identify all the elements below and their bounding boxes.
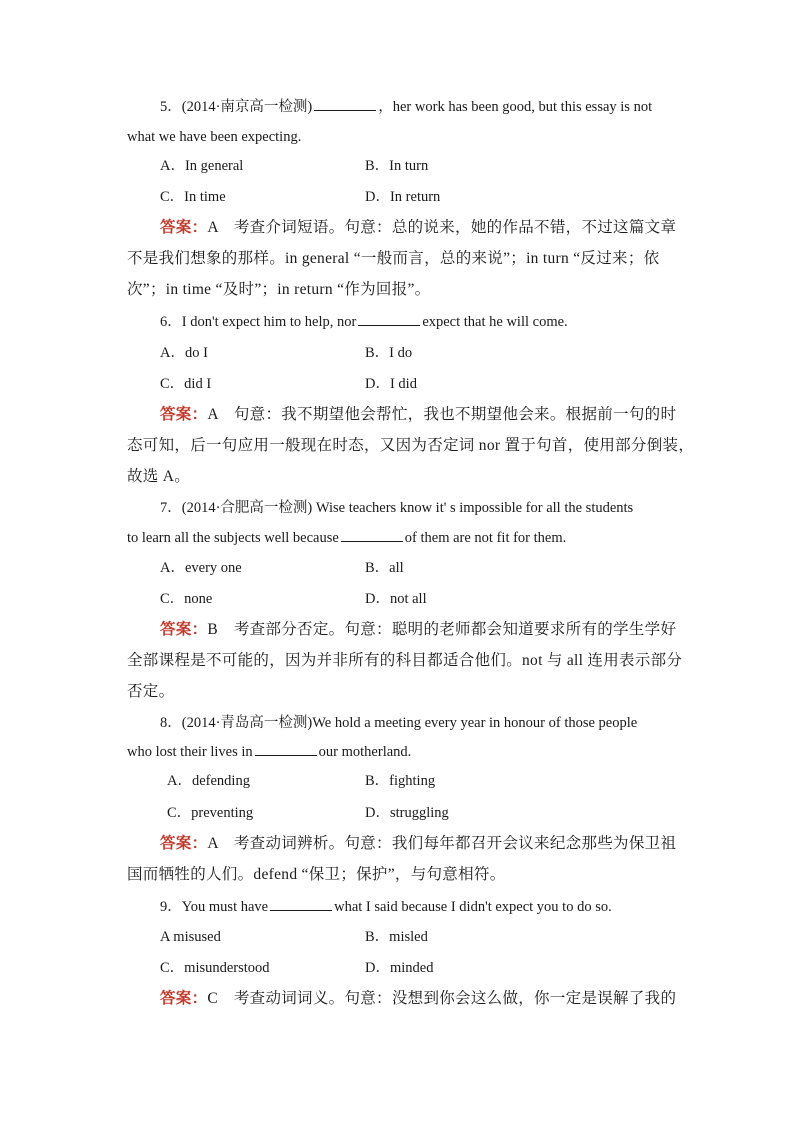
q6-answer-text1: A 句意：我不期望他会帮忙，我也不期望他会来。根据前一句的时 [207,406,677,423]
q7-stem-line1: 7．(2014·合肥高一检测) Wise teachers know it' s impossible for all the students [160,500,634,516]
q5-stem-line1 [160,95,680,119]
q5-answer-line1 [160,216,680,240]
q6-option-b: B．I do [365,345,413,361]
q5-stem-line2: what we have been expecting. [127,129,302,145]
q8-option-a: A．defending [167,773,250,789]
q5-blank [314,96,376,111]
q8-stem-line1: 8．(2014·青岛高一检测)We hold a meeting every year in honour of those people [160,715,638,731]
q8-before-blank: who lost their lives in [127,744,253,760]
answer-label: 答案： [160,219,208,236]
q5-option-b: B．In turn [365,158,429,174]
q9-after-blank: what I said because I didn't expect you to do so. [334,899,612,915]
q7-stem-line2 [127,526,680,550]
q6-option-c: C．did I [160,376,212,392]
q8-answer-line2: 国而牺牲的人们。defend “保卫；保护”，与句意相符。 [127,866,506,883]
q9-answer-text1: C 考查动词词义。句意：没想到你会这么做，你一定是误解了我的 [207,990,677,1007]
q9-option-a: A misused [160,929,221,945]
answer-label: 答案： [160,990,208,1007]
q7-option-d: D．not all [365,591,427,607]
q8-answer-line1 [160,832,680,856]
q6-answer-line1 [160,403,680,427]
q5-answer-line3: 次”；in time “及时”；in return “作为回报”。 [127,281,431,298]
q8-blank [255,741,317,756]
q9-stem [160,895,680,919]
q8-stem-line2 [127,740,680,764]
q8-option-d: D．struggling [365,805,449,821]
q5-option-d: D．In return [365,189,441,205]
q6-option-a: A．do I [160,345,208,361]
q5-option-a: A．In general [160,158,244,174]
q5-option-c: C．In time [160,189,226,205]
q7-option-b: B．all [365,560,404,576]
q7-after-blank: of them are not fit for them. [404,530,567,546]
q9-answer-line1 [160,987,680,1011]
q9-option-b: B．misled [365,929,428,945]
q7-option-a: A．every one [160,560,242,576]
q7-answer-line2: 全部课程是不可能的，因为并非所有的科目都适合他们。not 与 all 连用表示部分 [127,652,683,669]
q5-answer-line2: 不是我们想象的那样。in general “一般而言，总的来说”；in turn “反过来；依 [127,250,660,267]
answer-label: 答案： [160,621,208,638]
q7-answer-text1: B 考查部分否定。句意：聪明的老师都会知道要求所有的学生学好 [207,621,677,638]
q7-before-blank: to learn all the subjects well because [127,530,339,546]
q9-blank [270,896,332,911]
q5-lead: 5．(2014·南京高一检测) [160,99,313,115]
q8-option-c: C．preventing [167,805,254,821]
q6-option-d: D．I did [365,376,417,392]
q7-option-c: C．none [160,591,213,607]
q6-stem [160,310,680,334]
q6-answer-line3: 故选 A。 [127,468,191,485]
q7-blank [341,527,403,542]
q6-after-blank: expect that he will come. [422,314,568,330]
q9-option-d: D．minded [365,960,434,976]
q6-answer-line2: 态可知，后一句应用一般现在时态，又因为否定词 nor 置于句首，使用部分倒装， [127,437,695,454]
q5-answer-text1: A 考查介词短语。句意：总的说来，她的作品不错，不过这篇文章 [207,219,677,236]
q9-option-c: C．misunderstood [160,960,270,976]
q5-after-blank: ，her work has been good, but this essay is not [378,99,653,115]
q8-answer-text1: A 考查动词辨析。句意：我们每年都召开会议来纪念那些为保卫祖 [207,835,677,852]
answer-label: 答案： [160,406,208,423]
q7-answer-line3: 否定。 [127,683,175,700]
q7-answer-line1 [160,618,680,642]
q8-option-b: B．fighting [365,773,436,789]
q9-lead: 9．You must have [160,899,269,915]
q6-blank [358,311,420,326]
q6-lead: 6．I don't expect him to help, nor [160,314,357,330]
answer-label: 答案： [160,835,208,852]
q8-after-blank: our motherland. [318,744,412,760]
